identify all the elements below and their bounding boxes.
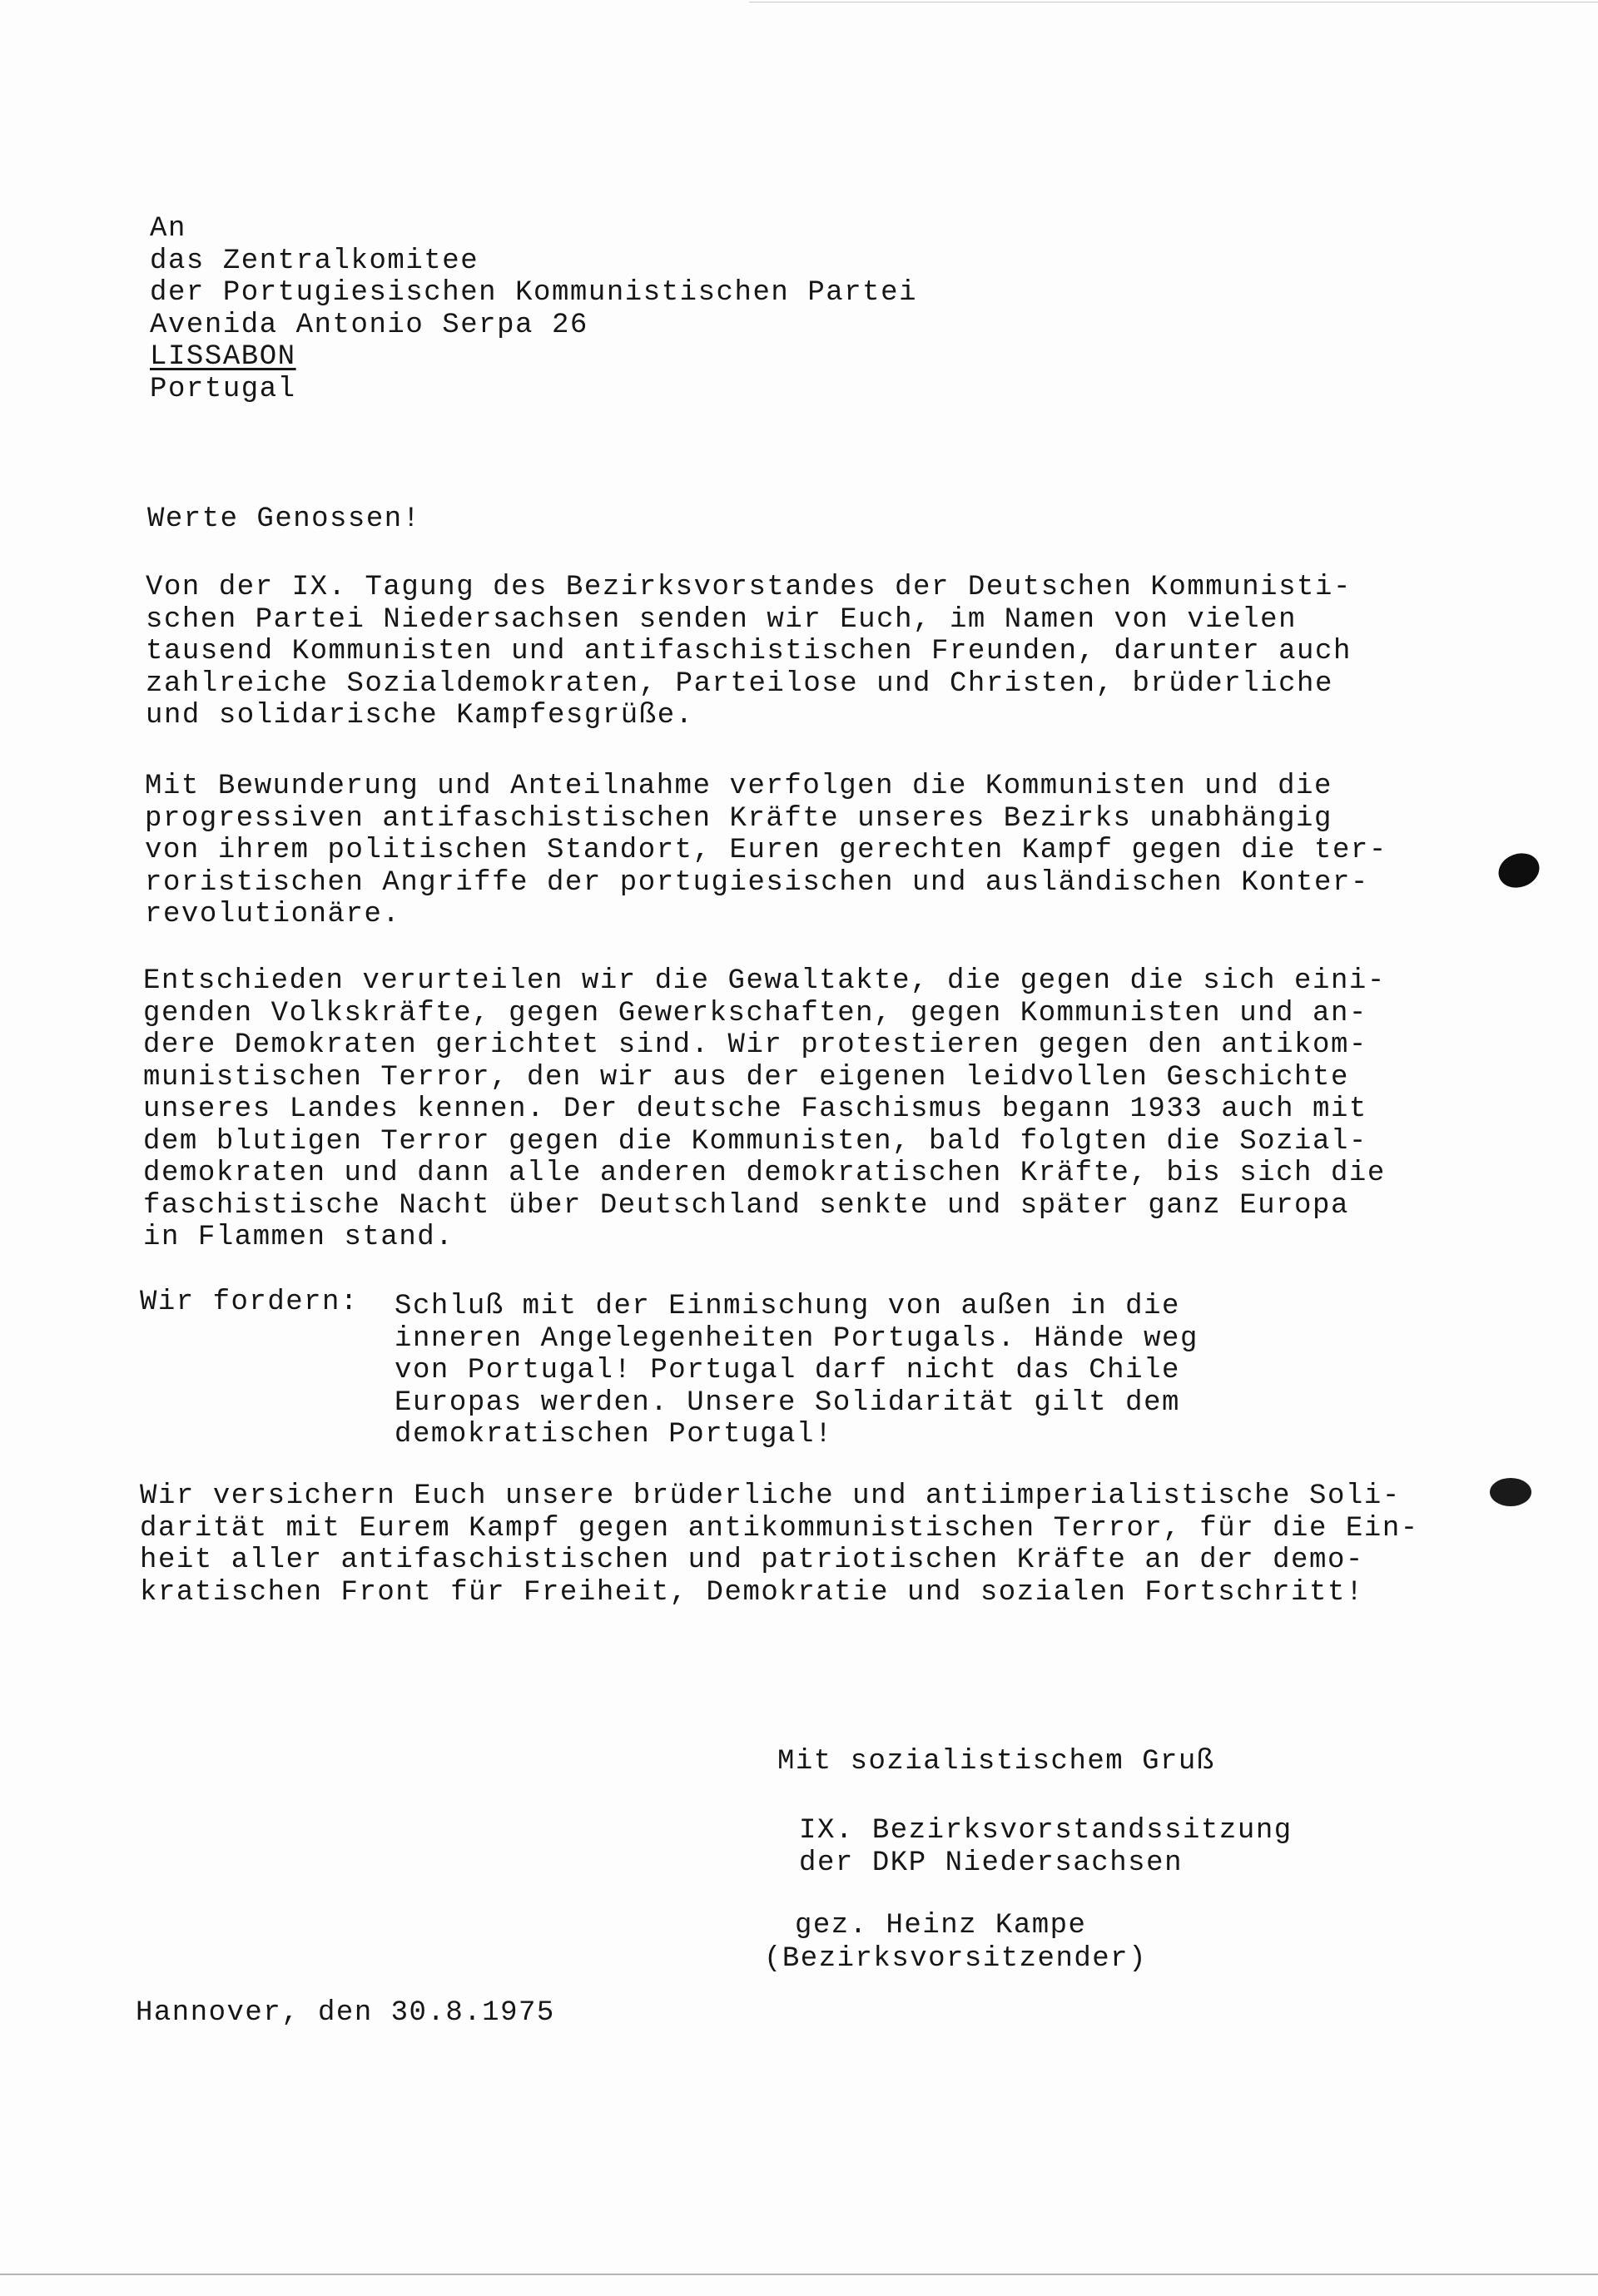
text-line: Wir versichern Euch unsere brüderliche und antiimperialistische Soli- — [140, 1480, 1401, 1512]
address-line: das Zentralkomitee — [150, 245, 479, 277]
text-line: revolutionäre. — [145, 899, 401, 930]
signed-by: gez. Heinz Kampe — [795, 1910, 1087, 1941]
signer-role: (Bezirksvorsitzender) — [764, 1943, 1147, 1975]
salutation: Werte Genossen! — [147, 503, 421, 535]
sender-line: der DKP Niedersachsen — [799, 1847, 1184, 1879]
punch-hole-mark — [1494, 848, 1545, 894]
text-line: von Portugal! Portugal darf nicht das Chile — [395, 1355, 1180, 1386]
text-line: inneren Angelegenheiten Portugals. Hände weg — [395, 1322, 1198, 1355]
text-line: in Flammen stand. — [143, 1222, 454, 1253]
text-line: von ihrem politischen Standort, Euren gerechten Kampf gegen die ter- — [145, 835, 1387, 866]
text-line: munistischen Terror, den wir aus der eigenen leidvollen Geschichte — [143, 1061, 1349, 1093]
text-line: demokraten und dann alle anderen demokratischen Kräfte, bis sich die — [143, 1158, 1386, 1189]
paragraph-solidarity — [140, 1480, 1419, 1609]
text-line: heit aller antifaschistischen und patriotischen Kräfte an der demo- — [140, 1545, 1364, 1576]
recipient-address — [150, 213, 917, 405]
text-line: genden Volkskräfte, gegen Gewerkschaften, gegen Kommunisten und an- — [143, 997, 1367, 1029]
paragraph-condemnation — [143, 965, 1386, 1254]
address-line: der Portugiesischen Kommunistischen Partei — [150, 277, 918, 309]
text-line: Europas werden. Unsere Solidarität gilt dem — [395, 1386, 1180, 1419]
text-line: roristischen Angriffe der portugiesischen und ausländischen Konter- — [145, 866, 1369, 899]
text-line: faschistische Nacht über Deutschland senkte und später ganz Europa — [143, 1189, 1349, 1222]
text-line: und solidarische Kampfesgrüße. — [146, 700, 694, 731]
text-line: unseres Landes kennen. Der deutsche Faschismus begann 1933 auch mit — [143, 1093, 1367, 1125]
address-line: Avenida Antonio Serpa 26 — [150, 309, 588, 341]
address-line: An — [150, 213, 186, 245]
text-line: dem blutigen Terror gegen die Kommunisten, bald folgten die Sozial- — [143, 1125, 1367, 1158]
text-line: Von der IX. Tagung des Bezirksvorstandes der Deutschen Kommunisti- — [146, 572, 1352, 603]
scan-edge-bottom — [0, 2274, 1598, 2275]
text-line: schen Partei Niedersachsen senden wir Euch, im Namen von vielen — [146, 603, 1298, 636]
text-line: Mit Bewunderung und Anteilnahme verfolgen die Kommunisten und die — [145, 771, 1332, 802]
demands-label: Wir fordern: — [140, 1287, 359, 1318]
paragraph-greeting — [146, 572, 1352, 732]
demands-text — [395, 1291, 1198, 1451]
paragraph-admiration — [145, 771, 1387, 931]
closing-sender — [799, 1815, 1293, 1879]
address-country: Portugal — [150, 373, 296, 405]
place-date: Hannover, den 30.8.1975 — [136, 1997, 555, 2029]
text-line: Entschieden verurteilen wir die Gewaltakte, die gegen die sich eini- — [143, 965, 1386, 997]
text-line: progressiven antifaschistischen Kräfte unseres Bezirks unabhängig — [145, 802, 1332, 835]
text-line: tausend Kommunisten und antifaschistischen Freunden, darunter auch — [146, 636, 1352, 667]
closing-greeting: Mit sozialistischem Gruß — [777, 1746, 1215, 1778]
text-line: kratischen Front für Freiheit, Demokratie und sozialen Fortschritt! — [140, 1576, 1364, 1609]
text-line: demokratischen Portugal! — [395, 1419, 833, 1450]
punch-hole-mark — [1490, 1478, 1531, 1506]
text-line: darität mit Eurem Kampf gegen antikommunistischen Terror, für die Ein- — [140, 1512, 1419, 1545]
sender-line: IX. Bezirksvorstandssitzung — [799, 1815, 1293, 1847]
text-line: Schluß mit der Einmischung von außen in die — [395, 1291, 1180, 1322]
text-line: zahlreiche Sozialdemokraten, Parteilose und Christen, brüderliche — [146, 667, 1333, 700]
address-city: LISSABON — [150, 341, 296, 373]
text-line: dere Demokraten gerichtet sind. Wir protestieren gegen den antikom- — [143, 1029, 1367, 1061]
